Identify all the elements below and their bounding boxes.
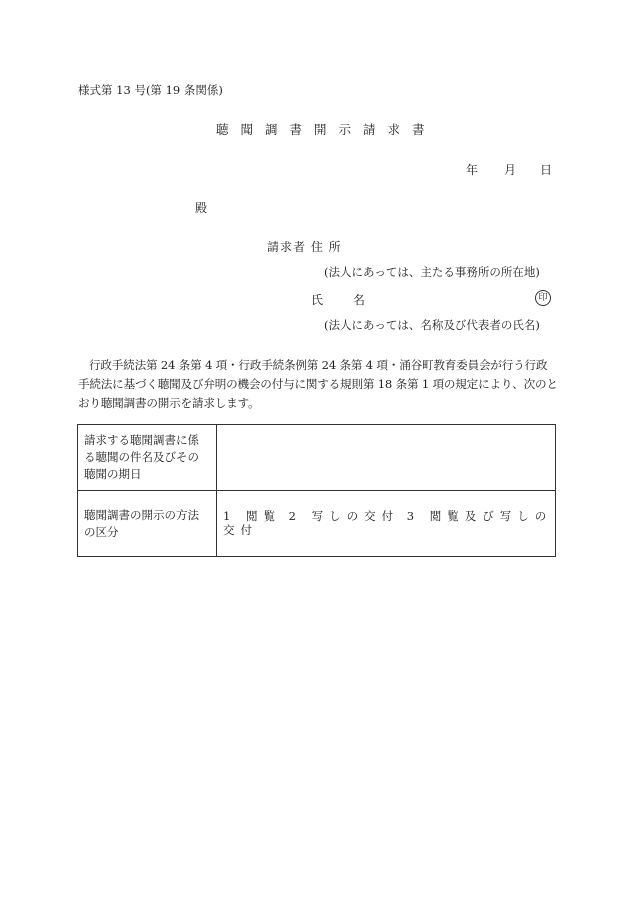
requester-address-label: 請求者 住 所 [267, 240, 342, 254]
method-label: 聴聞調書の開示の方法の区分 [78, 491, 217, 557]
date-year-label: 年 [466, 163, 479, 177]
date-day-label: 日 [540, 163, 553, 177]
subject-label: 請求する聴聞調書に係る聴聞の件名及びその聴聞の期日 [78, 425, 217, 491]
method-option-inspection[interactable]: 1 閲覧 [223, 508, 281, 523]
method-option-both[interactable]: 3 閲覧及び写しの交付 [223, 508, 553, 537]
table-row-method [78, 491, 556, 557]
method-options-cell [217, 491, 556, 557]
addressee-suffix: 殿 [195, 201, 208, 215]
subject-value-cell[interactable] [217, 425, 556, 491]
address-note: (法人にあっては、主たる事務所の所在地) [324, 265, 540, 279]
name-note: (法人にあっては、名称及び代表者の氏名) [324, 318, 540, 332]
request-table [77, 424, 556, 557]
body-paragraph: 行政手続法第 24 条第 4 項・行政手続条例第 24 条第 4 項・涌谷町教育委員会が行う行政手続法に基づく聴聞及び弁明の機会の付与に関する規則第 18 条第 1 項の規定により、次のとおり聴聞調書の開示を請求します。 [78, 358, 558, 410]
seal-mark: 印 [535, 290, 551, 306]
document-title: 聴聞調書開示請求書 [216, 122, 437, 137]
requester-name-label: 氏 名 [311, 293, 378, 307]
date-month-label: 月 [504, 163, 517, 177]
table-row-subject [78, 425, 556, 491]
form-number: 様式第 13 号(第 19 条関係) [78, 83, 223, 97]
method-option-copy[interactable]: 2 写しの交付 [288, 508, 400, 523]
